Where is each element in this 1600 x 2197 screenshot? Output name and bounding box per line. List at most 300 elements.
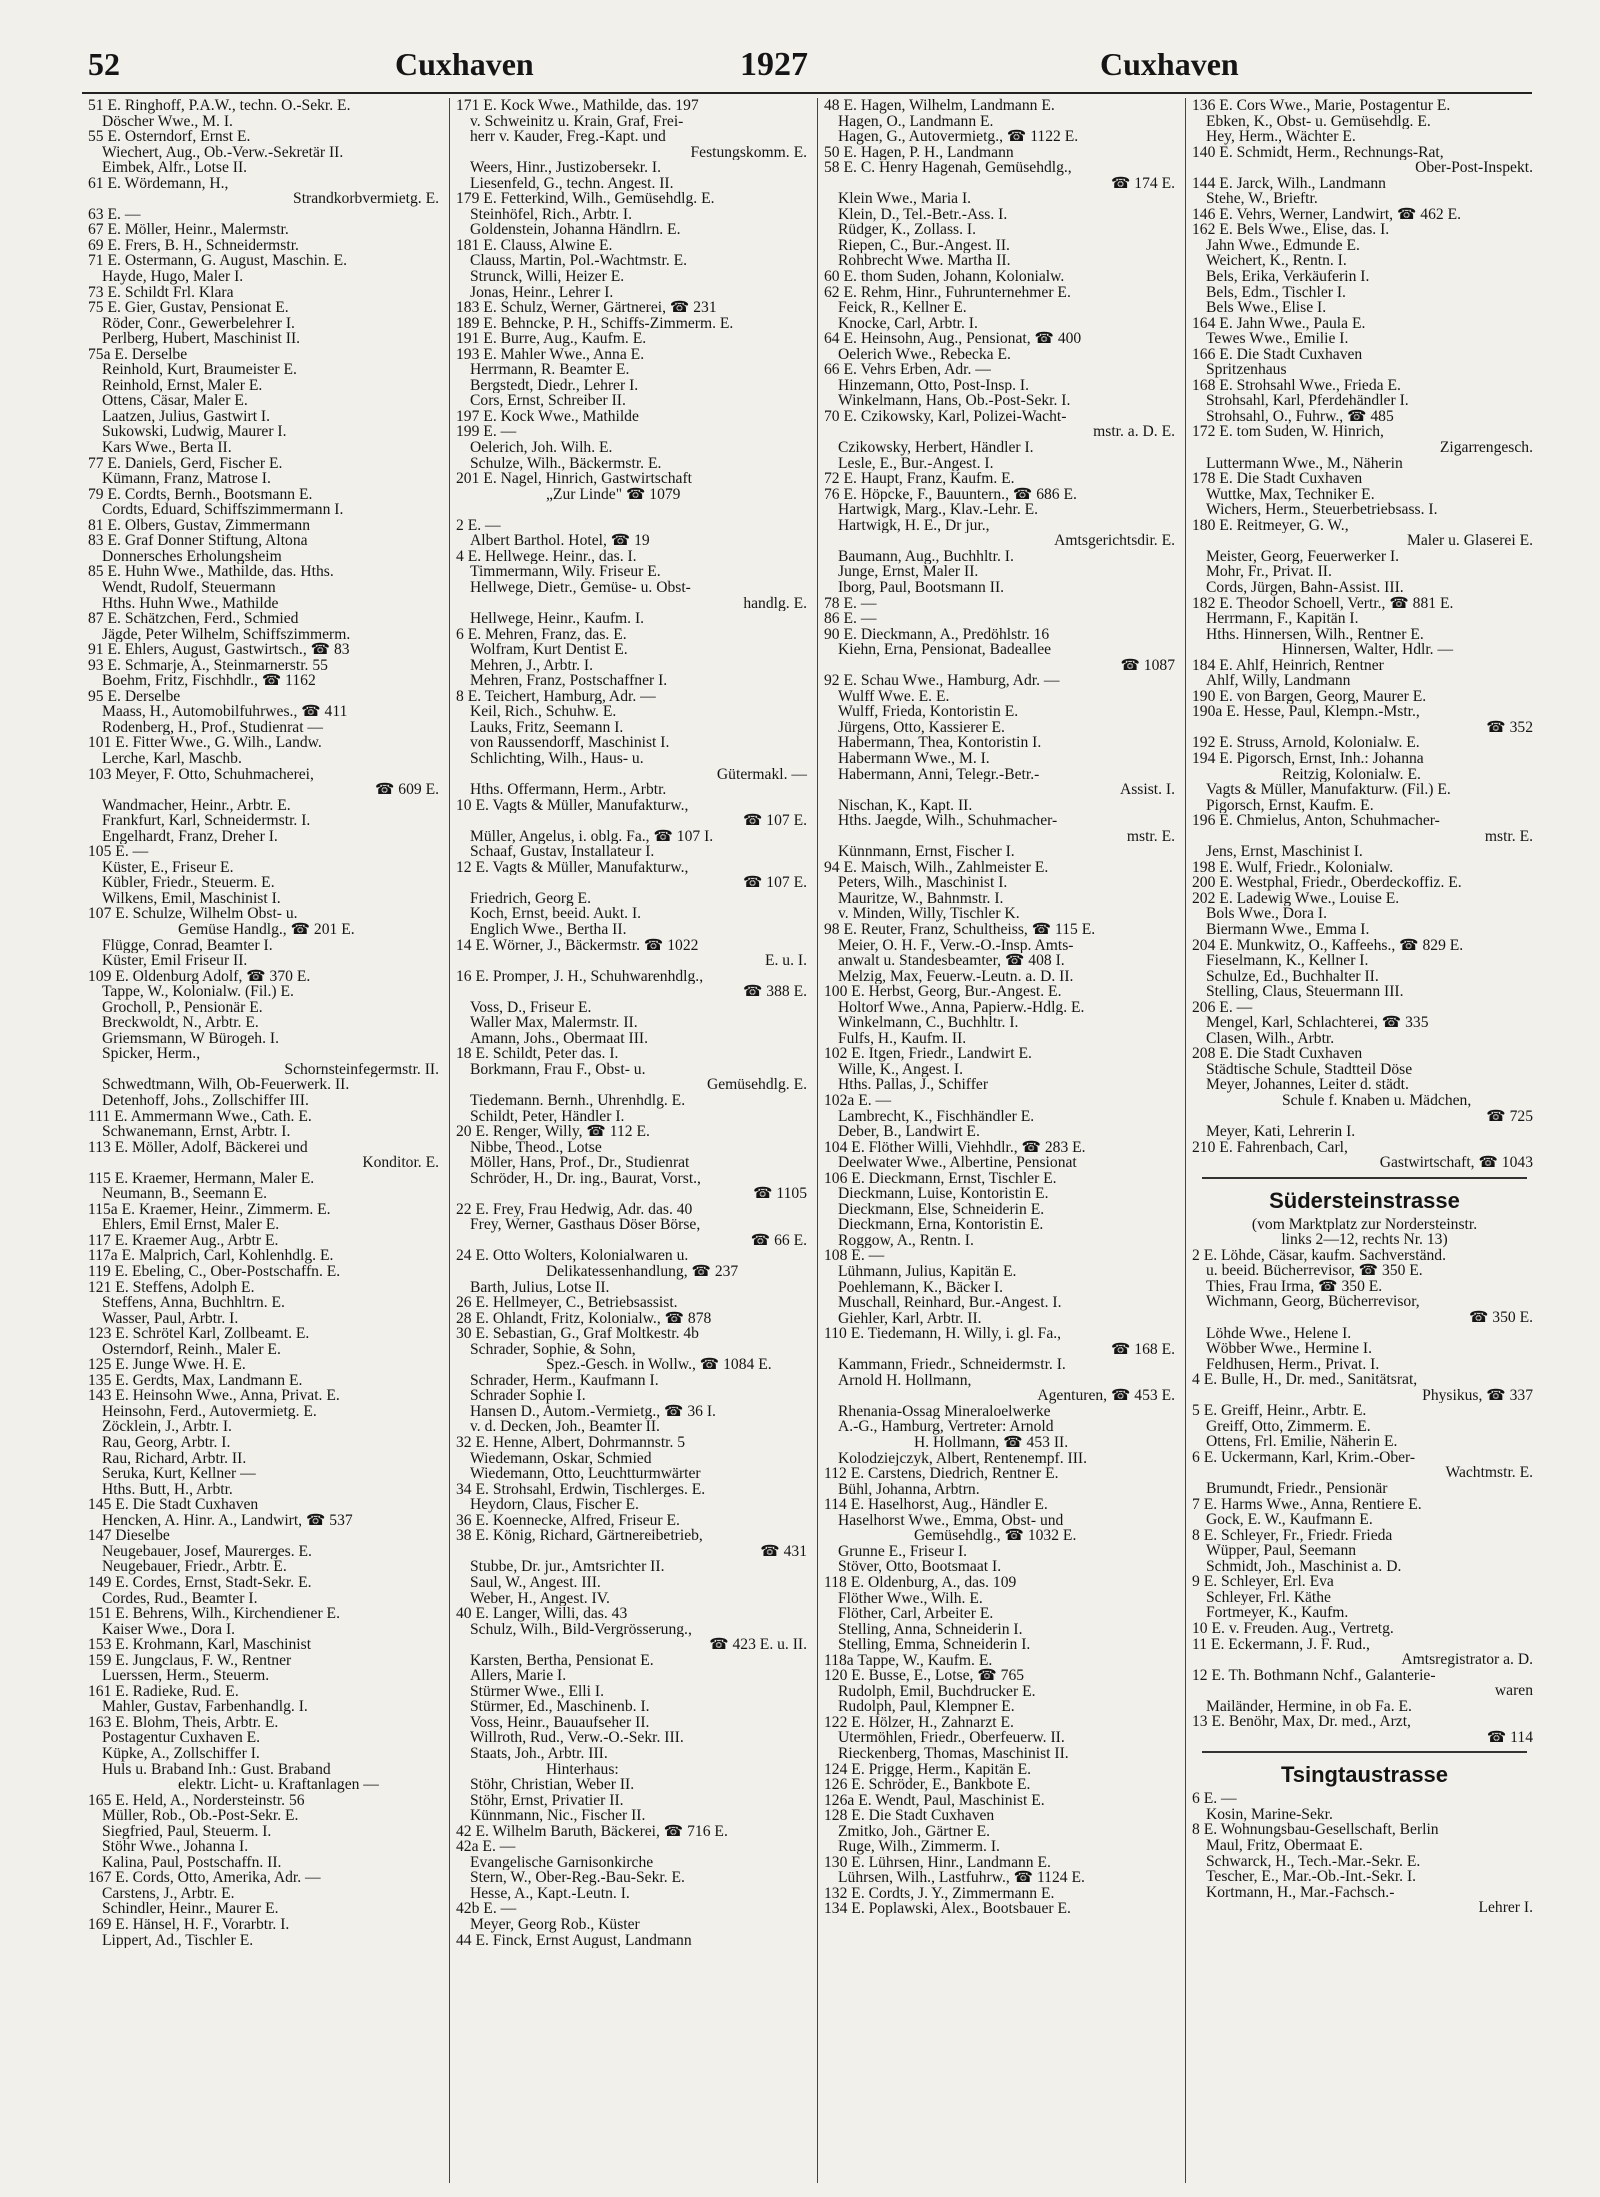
directory-entry: Lippert, Ad., Tischler E. [102,1932,254,1949]
directory-entry: Wille, K., Angest. I. [838,1061,963,1078]
directory-entry: Hartwigk, Marg., Klav.-Lehr. E. [838,502,1039,518]
directory-entry: Herrmann, F., Kapitän I. [1206,611,1359,627]
directory-entry: 122 E. Hölzer, H., Zahnarzt E. [824,1714,1014,1731]
directory-entry: 118a Tappe, W., Kaufm. E. [824,1652,993,1669]
directory-entry: Konditor. E. [362,1155,439,1171]
directory-entry: Bels Wwe., Elise I. [1206,300,1327,316]
directory-entry: Nibbe, Theod., Lotse [470,1139,602,1156]
directory-entry: Allers, Marie I. [470,1668,567,1684]
directory-entry: Friedrich, Georg E. [470,890,591,907]
directory-entry: Döscher Wwe., M. I. [102,113,233,130]
directory-entry: 32 E. Henne, Albert, Dohrmannstr. 5 [456,1435,686,1451]
directory-entry: Wolfram, Kurt Dentist E. [470,642,628,658]
directory-entry: 118 E. Oldenburg, A., das. 109 [824,1574,1017,1591]
directory-entry: 10 E. Vagts & Müller, Manufakturw., [456,797,689,814]
directory-entry: 58 E. C. Henry Hagenah, Gemüsehdlg., [824,160,1072,176]
directory-entry: Bels, Edm., Tischler I. [1206,284,1346,301]
directory-entry: 121 E. Steffens, Adolph E. [88,1279,255,1296]
directory-entry: Festungskomm. E. [690,144,807,161]
directory-entry: Schwedtmann, Wilh, Ob-Feuerwerk. II. [102,1077,350,1093]
directory-entry: Bols Wwe., Dora I. [1206,906,1327,922]
directory-entry: Hths. Huhn Wwe., Mathilde [102,595,279,612]
directory-entry: 4 E. Hellwege. Heinr., das. I. [456,548,637,565]
directory-entry: Kaiser Wwe., Dora I. [102,1621,236,1638]
directory-entry: 87 E. Schätzchen, Ferd., Schmied [88,611,299,627]
directory-entry: Schulz, Wilh., Bild-Vergrösserung., [470,1621,692,1638]
directory-entry: Jahn Wwe., Edmunde E. [1206,237,1360,254]
directory-entry: 132 E. Cordts, J. Y., Zimmermann E. [824,1885,1055,1902]
directory-entry: Cors, Ernst, Schreiber II. [470,393,626,409]
directory-entry: Schildt, Peter, Händler I. [470,1108,625,1125]
directory-entry: Meier, O. H. F., Verw.-O.-Insp. Amts- [838,937,1074,954]
directory-entry: 91 E. Ehlers, August, Gastwirtsch., ☎ 83 [88,642,350,658]
directory-entry: Knocke, Carl, Arbtr. I. [838,315,978,332]
directory-entry: Ober-Post-Inspekt. [1415,160,1533,176]
directory-entry: Schule f. Knaben u. Mädchen, [1282,1093,1472,1109]
directory-entry: 83 E. Graf Donner Stiftung, Altona [88,533,308,549]
directory-entry: 190a E. Hesse, Paul, Klempn.-Mstr., [1192,704,1420,720]
directory-entry: Schwarck, H., Tech.-Mar.-Sekr. E. [1206,1853,1421,1870]
directory-entry: Wandmacher, Heinr., Arbtr. E. [102,797,291,814]
directory-entry: Thies, Frau Irma, ☎ 350 E. [1206,1278,1383,1295]
directory-entry: 194 E. Pigorsch, Ernst, Inh.: Johanna [1192,750,1424,767]
directory-entry: Stelling, Emma, Schneiderin I. [838,1637,1031,1653]
directory-entry: 12 E. Th. Bothmann Nchf., Galanterie- [1192,1667,1436,1684]
directory-entry: 190 E. von Bargen, Georg, Maurer E. [1192,688,1427,705]
directory-entry: Borkmann, Frau F., Obst- u. [470,1061,646,1078]
directory-entry: 75a E. Derselbe [88,346,188,363]
directory-entry: Strandkorbvermietg. E. [293,191,439,207]
directory-entry: Fieselmann, K., Kellner I. [1206,953,1369,969]
directory-entry: Spritzenhaus [1206,362,1287,378]
directory-entry: Brumundt, Friedr., Pensionär [1206,1481,1388,1497]
directory-entry: Muschall, Reinhard, Bur.-Angest. I. [838,1295,1062,1311]
directory-entry: Bergstedt, Diedr., Lehrer I. [470,377,639,394]
directory-entry: Meyer, Johannes, Leiter d. städt. [1206,1077,1409,1093]
page-header [0,0,1600,100]
directory-entry: 130 E. Lührsen, Hinr., Landmann E. [824,1854,1051,1871]
directory-entry: 16 E. Promper, J. H., Schuhwarenhdlg., [456,968,704,985]
directory-entry: 11 E. Eckermann, J. F. Rud., [1192,1636,1370,1653]
directory-entry: 104 E. Flöther Willi, Viehhdlr., ☎ 283 E. [824,1139,1086,1156]
directory-entry: Ottens, Frl. Emilie, Näherin E. [1206,1434,1398,1450]
directory-entry: 78 E. — [824,595,877,612]
directory-entry: 51 E. Ringhoff, P.A.W., techn. O.-Sekr. E. [88,98,351,114]
page-number: 52 [88,46,120,82]
directory-entry: Neugebauer, Josef, Maurerges. E. [102,1543,312,1560]
directory-entry: 124 E. Prigge, Herm., Kapitän E. [824,1761,1032,1778]
directory-entry: 55 E. Osterndorf, Ernst E. [88,129,251,145]
directory-entry: Zigarrengesch. [1439,440,1533,456]
directory-entry: Schulze, Wilh., Bäckermstr. E. [470,455,662,472]
directory-entry: Lehrer I. [1478,1900,1533,1916]
directory-entry: Schmidt, Joh., Maschinist a. D. [1206,1558,1402,1575]
directory-entry: Zmitko, Joh., Gärtner E. [838,1823,991,1840]
directory-entry: Boehm, Fritz, Fischhdlr., ☎ 1162 [102,673,316,689]
directory-entry: Tewes Wwe., Emilie I. [1206,331,1349,347]
directory-entry: Hey, Herm., Wächter E. [1206,129,1356,145]
directory-entry: Osterndorf, Reinh., Maler E. [102,1341,281,1358]
directory-entry: 5 E. Greiff, Heinr., Arbtr. E. [1192,1403,1367,1419]
directory-entry: Schrader Sophie I. [470,1388,586,1404]
directory-entry: Stürmer Wwe., Elli I. [470,1683,604,1700]
directory-entry: Pigorsch, Ernst, Kaufm. E. [1206,797,1374,814]
directory-entry: Wichmann, Georg, Bücherrevisor, [1206,1294,1420,1311]
directory-entry: Detenhoff, Johs., Zollschiffer III. [102,1093,309,1109]
directory-entry: Grocholl, P., Pensionär E. [102,999,263,1016]
directory-entry: Feick, R., Kellner E. [838,300,967,316]
directory-entry: Albert Barthol. Hotel, ☎ 19 [470,533,650,549]
directory-entry: Ahlf, Willy, Landmann [1206,673,1351,689]
directory-entry: Kolodziejczyk, Albert, Rentenempf. III. [838,1450,1087,1467]
directory-entry: Strunck, Willi, Heizer E. [470,269,625,285]
directory-entry: 171 E. Kock Wwe., Mathilde, das. 197 [456,98,699,114]
directory-entry: Stelling, Claus, Steuermann III. [1206,984,1404,1000]
directory-entry: Stelling, Anna, Schneiderin I. [838,1621,1023,1638]
directory-entry: Tiedemann. Bernh., Uhrenhdlg. E. [470,1093,686,1109]
directory-entry: 140 E. Schmidt, Herm., Rechnungs-Rat, [1192,144,1444,161]
directory-entry: ☎ 66 E. [750,1232,807,1249]
directory-entry: Kalina, Paul, Postschaffn. II. [102,1854,282,1871]
directory-entry: Kümann, Franz, Matrose I. [102,471,271,487]
directory-entry: Keil, Rich., Schuhw. E. [470,704,617,720]
directory-entry: Neumann, B., Seemann E. [102,1186,267,1202]
directory-entry: Hths. Hinnersen, Wilh., Rentner E. [1206,626,1424,643]
directory-entry: Laatzen, Julius, Gastwirt I. [102,408,271,425]
directory-entry: E. u. I. [764,953,807,969]
directory-entry: Winkelmann, Hans, Ob.-Post-Sekr. I. [838,393,1071,409]
directory-entry: 20 E. Renger, Willy, ☎ 112 E. [456,1124,650,1140]
directory-entry: 134 E. Poplawski, Alex., Bootsbauer E. [824,1901,1071,1917]
directory-entry: Postagentur Cuxhaven E. [102,1730,261,1746]
directory-entry: Gock, E. W., Kaufmann E. [1206,1512,1373,1528]
directory-entry: 119 E. Ebeling, C., Ober-Postschaffn. E. [88,1264,341,1280]
directory-entry: Breckwoldt, N., Arbtr. E. [102,1015,259,1031]
directory-entry: Wilkens, Emil, Maschinist I. [102,890,281,907]
directory-entry: elektr. Licht- u. Kraftanlagen — [178,1777,379,1793]
directory-entry: Habermann, Anni, Telegr.-Betr.- [838,766,1040,783]
directory-entry: 94 E. Maisch, Wilh., Zahlmeister E. [824,859,1049,876]
directory-entry: (vom Marktplatz zur Nordersteinstr. [1251,1216,1478,1233]
directory-entry: Jägde, Peter Wilhelm, Schiffszimmerm. [102,626,351,643]
directory-entry: Spez.-Gesch. in Wollw., ☎ 1084 E. [546,1357,772,1373]
column-divider [449,98,450,2183]
directory-entry: 169 E. Hänsel, H. F., Vorarbtr. I. [88,1916,290,1933]
directory-entry: Clasen, Wilh., Arbtr. [1206,1030,1335,1047]
directory-entry: Stehe, W., Brieftr. [1206,191,1318,207]
directory-entry: mstr. E. [1484,828,1533,845]
directory-entry: 73 E. Schildt Frl. Klara [88,284,234,301]
directory-entry: 86 E. — [824,611,877,627]
directory-entry: Eimbek, Alfr., Lotse II. [102,160,248,176]
directory-entry: Dieckmann, Erna, Kontoristin E. [838,1217,1044,1233]
directory-entry: ☎ 725 [1486,1108,1533,1125]
directory-entry: Röder, Conr., Gewerbelehrer I. [102,315,295,332]
directory-entry: Zöcklein, J., Arbtr. I. [102,1419,232,1436]
directory-entry: Arnold H. Hollmann, [838,1372,972,1389]
directory-entry: Amtsregistrator a. D. [1401,1652,1533,1668]
directory-entry: Stöhr, Ernst, Privatier II. [470,1792,624,1809]
directory-entry: Utermöhlen, Friedr., Oberfeuerw. II. [838,1730,1065,1746]
directory-entry: Stöver, Otto, Bootsmaat I. [838,1559,1002,1575]
directory-entry: u. beeid. Bücherrevisor, ☎ 350 E. [1206,1263,1423,1279]
directory-entry: Lerche, Karl, Maschb. [102,750,242,767]
directory-entry: Schrader, Sophie, & Sohn, [470,1341,636,1358]
directory-entry: ☎ 168 E. [1110,1341,1175,1358]
directory-entry: Peters, Wilh., Maschinist I. [838,875,1008,891]
directory-entry: 126a E. Wendt, Paul, Maschinist E. [824,1792,1045,1809]
directory-entry: Mehren, Franz, Postschaffner I. [470,673,668,689]
directory-entry: Oelerich, Joh. Wilh. E. [470,440,613,456]
directory-entry: Rieckenberg, Thomas, Maschinist II. [838,1745,1069,1762]
directory-entry: Rau, Georg, Arbtr. I. [102,1435,231,1451]
directory-entry: Rüdger, K., Zollass. I. [838,222,976,238]
directory-entry: Nischan, K., Kapt. II. [838,797,973,814]
directory-entry: 101 E. Fitter Wwe., G. Wilh., Landw. [88,735,322,751]
directory-entry: 42b E. — [456,1901,517,1917]
directory-entry: Steffens, Anna, Buchhltrn. E. [102,1295,285,1311]
directory-entry: Siegfried, Paul, Steuerm. I. [102,1823,272,1840]
directory-entry: 40 E. Langer, Willi, das. 43 [456,1606,628,1622]
directory-entry: ☎ 609 E. [374,782,439,798]
directory-entry: 144 E. Jarck, Wilh., Landmann [1192,175,1386,192]
directory-entry: Mohr, Fr., Privat. II. [1206,564,1332,580]
directory-entry: Wöbber Wwe., Hermine I. [1206,1341,1372,1357]
directory-entry: 159 E. Jungclaus, F. W., Rentner [88,1652,292,1669]
directory-entry: Hesse, A., Kapt.-Leutn. I. [470,1885,630,1902]
directory-entry: Spicker, Herm., [102,1046,201,1062]
directory-entry: 8 E. Teichert, Hamburg, Adr. — [456,688,656,705]
directory-entry: 147 Dieselbe [88,1528,170,1544]
directory-entry: Stubbe, Dr. jur., Amtsrichter II. [470,1559,665,1575]
directory-entry: mstr. E. [1126,828,1175,845]
directory-entry: Klein, D., Tel.-Betr.-Ass. I. [838,206,1008,223]
directory-entry: Hencken, A. Hinr. A., Landwirt, ☎ 537 [102,1512,353,1529]
left-running-title: Cuxhaven [395,46,534,82]
directory-entry: 6 E. Uckermann, Karl, Krim.-Ober- [1192,1449,1416,1466]
directory-entry: Tappe, W., Kolonialw. (Fil.) E. [102,984,294,1000]
directory-entry: Hinzemann, Otto, Post-Insp. I. [838,377,1030,394]
directory-column-3 [824,98,1179,2183]
directory-entry: Kortmann, H., Mar.-Fachsch.- [1206,1884,1395,1901]
directory-entry: Grunne E., Friseur I. [838,1543,968,1560]
directory-entry: 63 E. — [88,206,141,223]
directory-entry: 44 E. Finck, Ernst August, Landmann [456,1932,692,1949]
directory-entry: Wüpper, Paul, Seemann [1206,1543,1357,1559]
directory-entry: Hellwege, Heinr., Kaufm. I. [470,611,645,627]
directory-entry: 38 E. König, Richard, Gärtnereibetrieb, [456,1528,703,1544]
directory-entry: Karsten, Bertha, Pensionat E. [470,1652,654,1669]
directory-entry: Deber, B., Landwirt E. [838,1124,980,1140]
directory-entry: Klein Wwe., Maria I. [838,191,972,207]
directory-entry: Agenturen, ☎ 453 E. [1037,1388,1175,1404]
directory-entry: A.-G., Hamburg, Vertreter: Arnold [838,1419,1054,1436]
directory-entry: Ehlers, Emil Ernst, Maler E. [102,1217,280,1233]
directory-entry: Lesle, E., Bur.-Angest. I. [838,455,994,472]
directory-entry: Physikus, ☎ 337 [1422,1387,1533,1404]
directory-entry: H. Hollmann, ☎ 453 II. [914,1435,1069,1451]
directory-entry: Reitzig, Kolonialw. E. [1282,766,1421,783]
directory-entry: 113 E. Möller, Adolf, Bäckerei und [88,1139,308,1156]
directory-entry: Wiedemann, Otto, Leuchtturmwärter [470,1466,701,1482]
directory-entry: 9 E. Schleyer, Erl. Eva [1192,1574,1334,1590]
directory-entry: Künnmann, Nic., Fischer II. [470,1808,646,1824]
directory-entry: Schulze, Ed., Buchhalter II. [1206,968,1379,985]
directory-entry: Haselhorst Wwe., Emma, Obst- und [838,1512,1064,1529]
directory-entry: Löhde Wwe., Helene I. [1206,1325,1352,1342]
directory-entry: 48 E. Hagen, Wilhelm, Landmann E. [824,98,1055,114]
directory-entry: waren [1494,1683,1533,1699]
directory-entry: 168 E. Strohsahl Wwe., Frieda E. [1192,377,1401,394]
directory-entry: 172 E. tom Suden, W. Hinrich, [1192,424,1384,441]
directory-entry: 125 E. Junge Wwe. H. E. [88,1357,246,1373]
directory-entry: Kosin, Marine-Sekr. [1206,1806,1333,1823]
directory-entry: Gemüse Handlg., ☎ 201 E. [178,921,355,938]
directory-entry: Ottens, Cäsar, Maler E. [102,393,248,409]
directory-entry: Gemüsehdlg. E. [706,1077,807,1093]
directory-entry: 201 E. Nagel, Hinrich, Gastwirtschaft [456,471,693,487]
directory-entry: 4 E. Bulle, H., Dr. med., Sanitätsrat, [1192,1372,1418,1388]
directory-entry: 117a E. Malprich, Carl, Kohlenhdlg. E. [88,1248,334,1265]
directory-entry: 22 E. Frey, Frau Hedwig, Adr. das. 40 [456,1201,693,1218]
directory-entry: Staats, Joh., Arbtr. III. [470,1745,608,1762]
directory-entry: Meyer, Kati, Lehrerin I. [1206,1124,1356,1140]
directory-entry: 191 E. Burre, Aug., Kaufm. E. [456,331,647,347]
directory-entry: 75 E. Gier, Gustav, Pensionat E. [88,300,289,316]
directory-entry: Schaaf, Gustav, Installateur I. [470,844,655,860]
directory-entry: Biermann Wwe., Emma I. [1206,921,1370,938]
directory-entry: Barth, Julius, Lotse II. [470,1279,610,1296]
directory-entry: Mengel, Karl, Schlachterei, ☎ 335 [1206,1015,1429,1031]
directory-entry: Luerssen, Herm., Steuerm. [102,1668,270,1684]
directory-entry: Roggow, A., Rentn. I. [838,1232,974,1249]
directory-entry: Flöther Wwe., Wilh. E. [838,1590,983,1607]
directory-entry: 36 E. Koennecke, Alfred, Friseur E. [456,1512,680,1529]
directory-entry: Wendt, Rudolf, Steuermann [102,579,276,596]
directory-entry: Mahler, Gustav, Farbenhandlg. I. [102,1699,308,1715]
directory-entry: 62 E. Rehm, Hinr., Fuhrunternehmer E. [824,284,1071,301]
directory-entry: ☎ 114 [1486,1729,1533,1746]
directory-entry: 135 E. Gerdts, Max, Landmann E. [88,1372,303,1389]
directory-entry: 198 E. Wulf, Friedr., Kolonialw. [1192,859,1394,876]
directory-entry: 26 E. Hellmeyer, C., Betriebsassist. [456,1295,678,1311]
directory-entry: ☎ 388 E. [742,984,807,1000]
directory-entry: Heinsohn, Ferd., Autovermietg. E. [102,1403,317,1420]
directory-entry: ☎ 1105 [753,1186,807,1202]
directory-entry: Möller, Hans, Prof., Dr., Studienrat [470,1155,690,1171]
directory-entry: Amtsgerichtsdir. E. [1054,533,1175,549]
directory-entry: Müller, Angelus, i. oblg. Fa., ☎ 107 I. [470,828,714,845]
directory-entry: Hagen, G., Autovermietg., ☎ 1122 E. [838,129,1079,145]
directory-entry: Stöhr Wwe., Johanna I. [102,1839,249,1855]
directory-entry: 66 E. Vehrs Erben, Adr. — [824,362,991,378]
directory-entry: Griemsmann, W Bürogeh. I. [102,1030,279,1047]
directory-entry: Clauss, Martin, Pol.-Wachtmstr. E. [470,253,688,270]
column-divider [817,98,818,2183]
directory-entry: Wiechert, Aug., Ob.-Verw.-Sekretär II. [102,144,344,161]
directory-entry: Ruge, Wilh., Zimmerm. I. [838,1839,1000,1855]
directory-entry: Weichert, K., Rentn. I. [1206,253,1347,270]
directory-entry: Cordes, Rud., Beamter I. [102,1590,258,1607]
directory-entry: ☎ 174 E. [1110,175,1175,192]
directory-entry: Czikowsky, Herbert, Händler I. [838,440,1034,456]
directory-entry: Lauks, Fritz, Seemann I. [470,719,624,736]
directory-entry: Maler u. Glaserei E. [1407,533,1533,549]
directory-column-1 [88,98,443,2183]
directory-entry: Habermann, Thea, Kontoristin I. [838,735,1042,751]
directory-entry: Stern, W., Ober-Reg.-Bau-Sekr. E. [470,1870,685,1886]
directory-entry: Rudolph, Emil, Buchdrucker E. [838,1683,1036,1700]
directory-entry: Carstens, J., Arbtr. E. [102,1885,235,1902]
directory-entry: Schornsteinfegermstr. II. [284,1061,439,1078]
directory-entry: 163 E. Blohm, Theis, Arbtr. E. [88,1714,279,1731]
directory-entry: Habermann Wwe., M. I. [838,750,990,767]
directory-entry: 102 E. Itgen, Friedr., Landwirt E. [824,1046,1032,1062]
directory-entry: links 2—12, rechts Nr. 13) [1281,1232,1448,1248]
directory-entry: 149 E. Cordes, Ernst, Stadt-Sekr. E. [88,1574,312,1591]
directory-entry: 189 E. Behncke, P. H., Schiffs-Zimmerm. E. [456,315,734,332]
directory-entry: Maass, H., Automobilfuhrwes., ☎ 411 [102,704,348,720]
directory-entry: 50 E. Hagen, P. H., Landmann [824,144,1014,161]
directory-entry: 107 E. Schulze, Wilhelm Obst- u. [88,906,298,922]
directory-entry: v. d. Decken, Joh., Beamter II. [470,1419,660,1436]
directory-entry: 8 E. Wohnungsbau-Gesellschaft, Berlin [1192,1822,1439,1838]
directory-entry: 69 E. Frers, B. H., Schneidermstr. [88,237,299,254]
directory-entry: 102a E. — [824,1093,892,1109]
directory-entry: Liesenfeld, G., techn. Angest. II. [470,175,674,192]
directory-entry: Evangelische Garnisonkirche [470,1854,654,1871]
directory-entry: 30 E. Sebastian, G., Graf Moltkestr. 4b [456,1326,699,1342]
directory-entry: Dieckmann, Else, Schneiderin E. [838,1201,1045,1218]
directory-entry: Herrmann, R. Beamter E. [470,362,630,378]
directory-entry: 162 E. Bels Wwe., Elise, das. I. [1192,222,1390,238]
directory-entry: 165 E. Held, A., Nordersteinstr. 56 [88,1792,305,1809]
directory-entry: Jonas, Heinr., Lehrer I. [470,284,614,301]
directory-entry: Kiehn, Erna, Pensionat, Badeallee [838,642,1052,658]
directory-entry: Schleyer, Frl. Käthe [1206,1589,1331,1606]
directory-entry: Weers, Hinr., Justizobersekr. I. [470,160,662,176]
directory-entry: Neugebauer, Friedr., Arbtr. E. [102,1559,287,1575]
directory-entry: 60 E. thom Suden, Johann, Kolonialw. [824,269,1065,285]
right-running-title: Cuxhaven [1100,46,1239,82]
directory-entry: 12 E. Vagts & Müller, Manufakturw., [456,859,689,876]
directory-entry: Mauritze, W., Bahnmstr. I. [838,890,1004,907]
directory-entry: 161 E. Radieke, Rud. E. [88,1683,239,1700]
directory-entry: mstr. a. D. E. [1093,424,1175,441]
directory-entry: 95 E. Derselbe [88,688,181,705]
directory-entry: Wasser, Paul, Arbtr. I. [102,1310,239,1327]
directory-entry: anwalt u. Standesbeamter, ☎ 408 I. [838,953,1065,969]
directory-entry: Strohsahl, Karl, Pferdehändler I. [1206,393,1409,409]
directory-entry: 210 E. Fahrenbach, Carl, [1192,1139,1348,1156]
directory-entry: 196 E. Chmielus, Anton, Schuhmacher- [1192,813,1440,829]
directory-entry: 42a E. — [456,1839,516,1855]
directory-entry: Holtorf Wwe., Anna, Papierw.-Hdlg. E. [838,999,1085,1016]
directory-entry: Giehler, Karl, Arbtr. II. [838,1310,982,1327]
directory-entry: 81 E. Olbers, Gustav, Zimmermann [88,517,311,534]
directory-entry: Müller, Rob., Ob.-Post-Sekr. E. [102,1808,299,1824]
directory-entry: Huls u. Braband Inh.: Gust. Braband [102,1761,331,1778]
directory-entry: Heydorn, Claus, Fischer E. [470,1497,639,1513]
directory-entry: Schröder, H., Dr. ing., Baurat, Vorst., [470,1170,701,1187]
directory-entry: Kübler, Friedr., Steuerm. E. [102,875,275,891]
directory-entry: Weber, H., Angest. IV. [470,1590,610,1607]
directory-entry: 98 E. Reuter, Franz, Schultheiss, ☎ 115 E. [824,921,1096,938]
directory-entry: 112 E. Carstens, Diedrich, Rentner E. [824,1466,1059,1482]
directory-entry: Küpke, A., Zollschiffer I. [102,1745,260,1762]
directory-entry: 128 E. Die Stadt Cuxhaven [824,1808,995,1824]
directory-entry: 117 E. Kraemer Aug., Arbtr E. [88,1232,279,1249]
